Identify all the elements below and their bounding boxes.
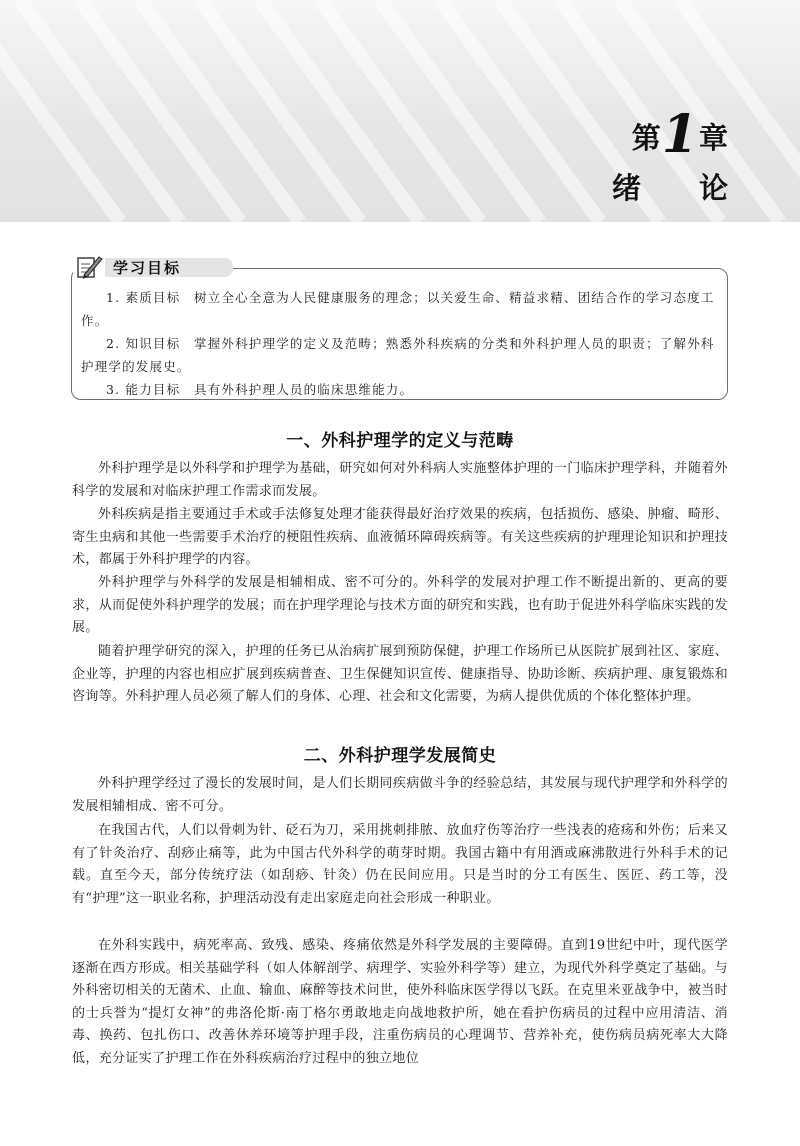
chapter-header-band xyxy=(0,0,800,222)
body-paragraph: 在外科实践中，病死率高、致残、感染、疼痛依然是外科学发展的主要障碍。直到19世纪中叶，现代医学逐渐在西方形成。相关基础学科（如人体解剖学、病理学、实验外科学等）建立，为现代外科学奠定了基础。与外科密切相关的无菌术、止血、输血、麻醉等技术问世，使外科临床医学得以飞跃。在克里米亚战争中，被当时的士兵誉为“提灯女神”的弗洛伦斯·南丁格尔勇敢地走向战地救护所，她在看护伤病员的过程中应用清洁、消毒、换药、包扎伤口、改善休养环境等护理手段，注重伤病员的心理调节、营养补充，使伤病员病死率大大降低，充分证实了护理工作在外科疾病治疗过程中的独立地位 xyxy=(72,938,728,1066)
chapter-prefix: 第 xyxy=(631,121,661,155)
learning-objectives-header xyxy=(73,255,189,279)
objective-item: 1. 素质目标 树立全心全意为人民健康服务的理念；以关爱生命、精益求精、团结合作的学习态度工作。 xyxy=(81,290,715,328)
body-paragraph: 外科护理学是以外科学和护理学为基础，研究如何对外科病人实施整体护理的一门临床护理学科，并随着外科学的发展和对临床护理工作需求而发展。 xyxy=(72,461,728,499)
chapter-number: 1 xyxy=(661,104,698,165)
section-heading: 一、外科护理学的定义与范畴 xyxy=(286,431,514,451)
chapter-title: 绪论 xyxy=(611,171,786,205)
body-paragraph: 在我国古代，人们以骨刺为针、砭石为刀，采用挑刺排脓、放血疗伤等治疗一些浅表的疮疡和外伤；后来又有了针灸治疗、刮痧止痛等，此为中国古代外科学的萌芽时期。我国古籍中有用酒或麻沸散进行外科手术的记载。直至今天，部分传统疗法（如刮痧、针灸）仍在民间应用。只是当时的分工有医生、医匠、药工等，没有“护理”这一职业名称，护理活动没有走出家庭走向社会形成一种职业。 xyxy=(72,823,728,906)
objectives-list xyxy=(81,286,721,401)
objectives-title: 学习目标 xyxy=(113,258,182,277)
objective-item: 3. 能力目标 具有外科护理人员的临床思维能力。 xyxy=(106,382,414,397)
chapter-number-label xyxy=(631,104,728,165)
objective-item: 2. 知识目标 掌握外科护理学的定义及范畴；熟悉外科疾病的分类和外科护理人员的职责；了解外科护理学的发展史。 xyxy=(81,336,715,374)
chapter-suffix: 章 xyxy=(698,121,728,155)
pencil-checklist-icon xyxy=(73,255,103,279)
body-paragraph: 外科护理学与外科学的发展是相辅相成、密不可分的。外科学的发展对护理工作不断提出新的、更高的要求，从而促使外科护理学的发展；而在护理学理论与技术方面的研究和实践，也有助于促进外科学临床实践的发展。 xyxy=(72,575,728,636)
body-paragraph: 外科疾病是指主要通过手术或手法修复处理才能获得最好治疗效果的疾病，包括损伤、感染、肿瘤、畸形、寄生虫病和其他一些需要手术治疗的梗阻性疾病、血液循环障碍疾病等。有关这些疾病的护理理论知识和护理技术，都属于外科护理学的内容。 xyxy=(72,507,728,568)
body-paragraph: 随着护理学研究的深入，护理的任务已从治病扩展到预防保健，护理工作场所已从医院扩展到社区、家庭、企业等，护理的内容也相应扩展到疾病普查、卫生保健知识宣传、健康指导、协助诊断、疾病护理、康复锻炼和咨询等。外科护理人员必须了解人们的身体、心理、社会和文化需要，为病人提供优质的个体化整体护理。 xyxy=(72,644,728,705)
section-heading: 二、外科护理学发展简史 xyxy=(303,746,497,766)
body-paragraph: 外科护理学经过了漫长的发展时间，是人们长期同疾病做斗争的经验总结，其发展与现代护理学和外科学的发展相辅相成、密不可分。 xyxy=(72,776,728,814)
